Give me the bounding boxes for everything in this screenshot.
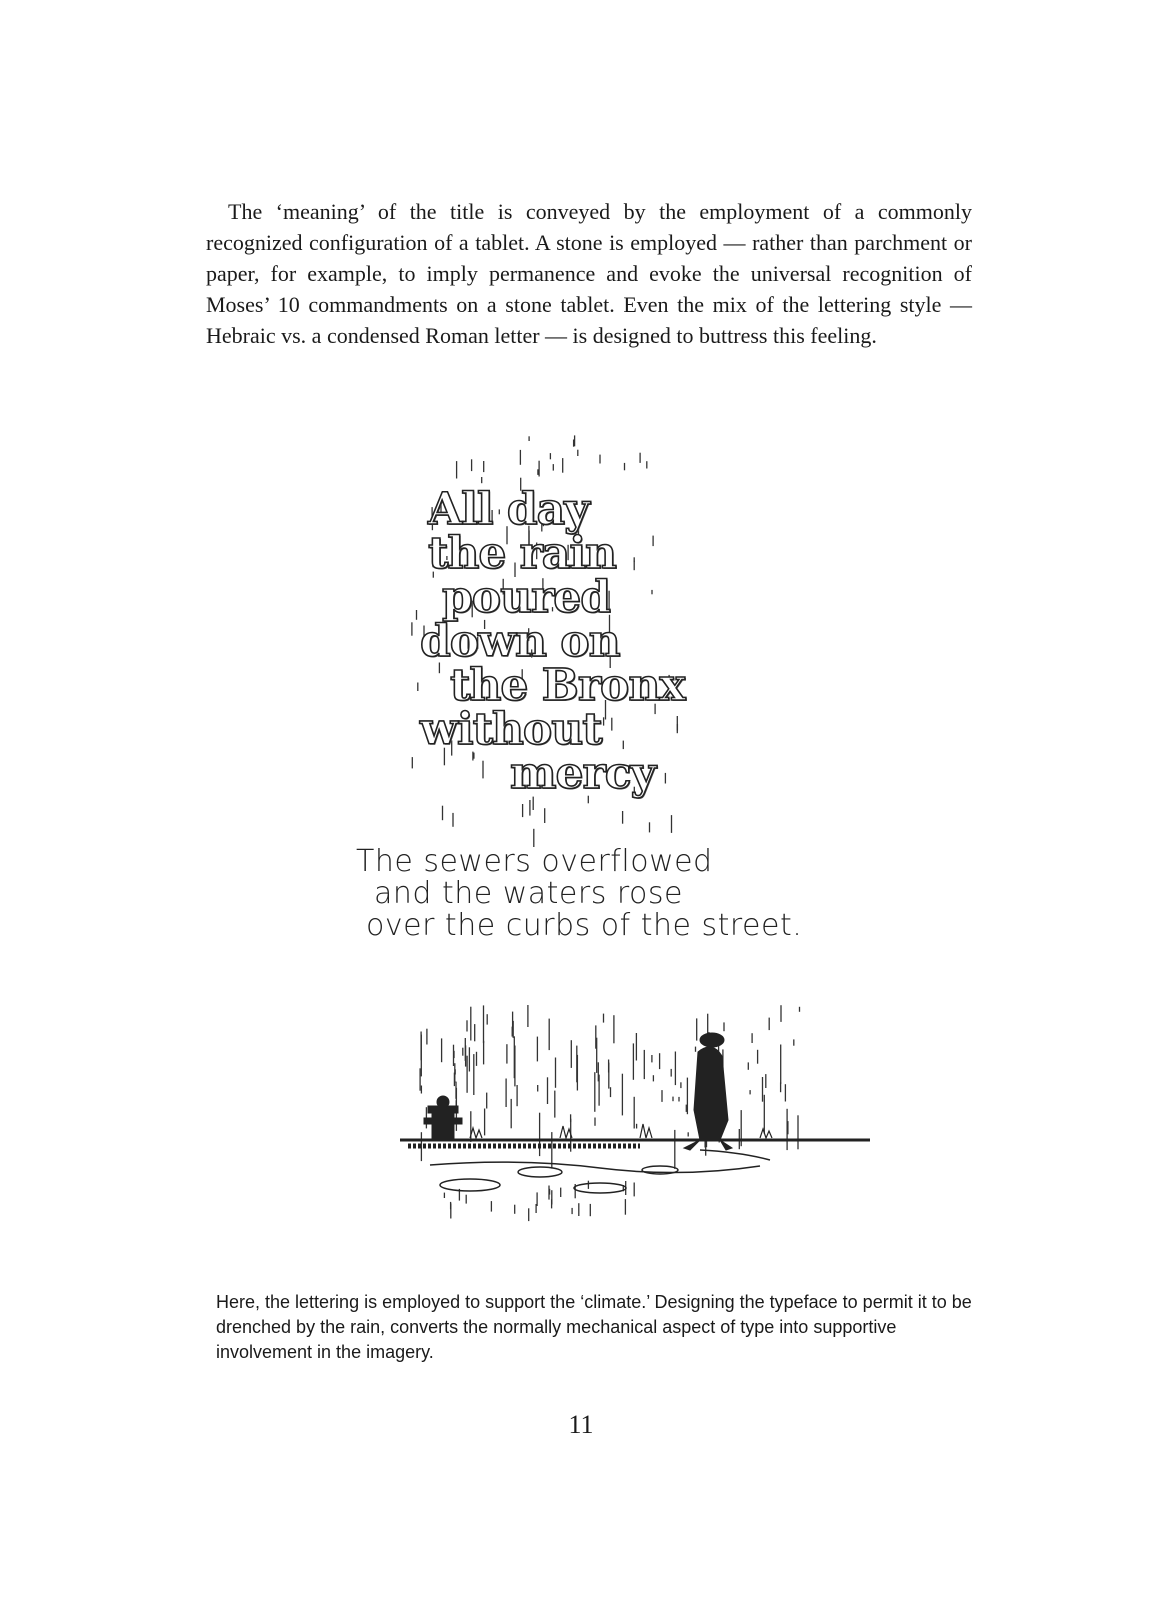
rain-lettering-line: without (420, 704, 602, 755)
rain-lettering-line: poured (442, 572, 611, 623)
sewer-lettering-line: over the curbs of the street. (366, 908, 803, 943)
walking-figure-icon (684, 1033, 732, 1150)
puddle-ripples (430, 1150, 770, 1193)
rain-lettering-line: mercy (510, 748, 656, 799)
rain-lettering-line: the Bronx (450, 660, 685, 711)
sewer-lettering (356, 844, 803, 943)
rain-lettering-line: All day (428, 484, 589, 535)
rain-lettering-line: down on (420, 616, 620, 667)
rain-lettering-line: the rain (428, 528, 617, 579)
sewer-lettering-line: The sewers overflowed (356, 844, 713, 879)
page-number: 11 (568, 1410, 594, 1439)
sewer-lettering-line: and the waters rose (374, 876, 684, 911)
caption: Here, the lettering is employed to support the ‘climate.’ Designing the typeface to permit it to be drenched by the rain, converts the normally mechanical aspect of type into supportive involvement in the imagery. (216, 1292, 972, 1362)
intro-paragraph: The ‘meaning’ of the title is conveyed by the employment of a commonly recognized configuration of a tablet. A stone is employed — rather than parchment or paper, for example, to imply permanence and evoke the universal recognition of Moses’ 10 commandments on a stone tablet. Even the mix of the lettering style — Hebraic vs. a condensed Roman letter — is designed to buttress this feeling. (206, 199, 972, 348)
rain-lettering (420, 484, 720, 799)
grass-tufts (470, 1124, 772, 1138)
